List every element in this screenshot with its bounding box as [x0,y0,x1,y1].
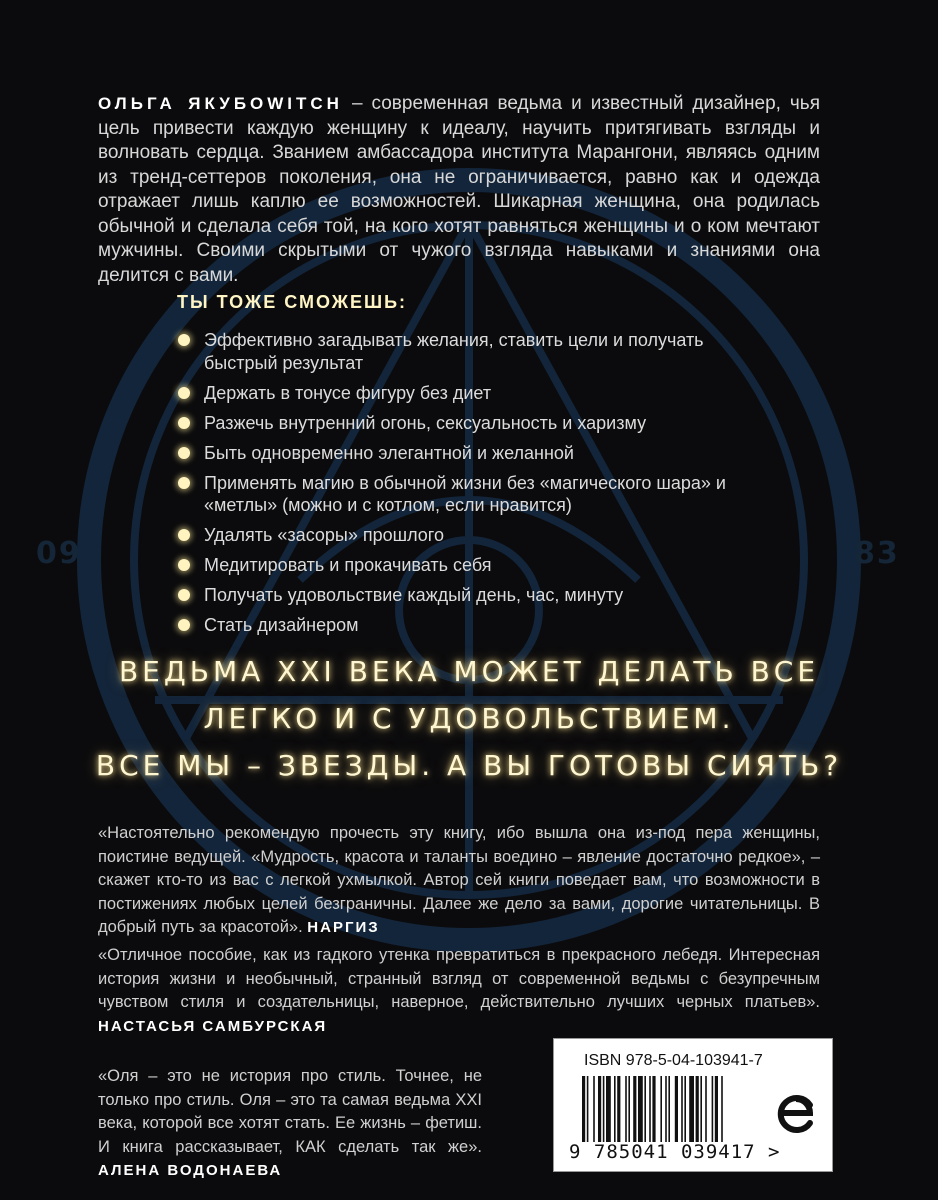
barcode-bar [700,1076,702,1142]
review-author: АЛЕНА ВОДОНАЕВА [98,1162,283,1179]
slogan-line-3: ВСЕ МЫ – ЗВЕЗДЫ. А ВЫ ГОТОВЫ СИЯТЬ? [95,749,843,782]
review-quote-2: «Отличное пособие, как из гадкого утенка превратиться в прекрасного лебедя. Интересная история жизни и необычный, странный взгляд от современной ведьмы с безупречным чувством стиля и создательницы, наверное, действительно лучших черных платьев». НАСТАСЬЯ САМБУРСКАЯ [98,946,820,1035]
list-item: Быть одновременно элегантной и желанной [177,442,777,465]
barcode-bar [715,1076,718,1142]
benefits-list [177,329,777,644]
barcode-bar [660,1076,662,1142]
emblem-left-number: 09 [36,536,82,571]
list-item: Эффективно загадывать желания, ставить цели и получать быстрый результат [177,329,777,374]
barcode-bar [675,1076,678,1142]
emblem-right-number: 83 [854,536,900,571]
bullet-dot-icon [178,559,190,571]
ean-number: 9 785041 039417 > [569,1141,781,1163]
list-item: Удалять «засоры» прошлого [177,524,777,547]
bullet-dot-icon [178,619,190,631]
barcode-bar [644,1076,646,1142]
barcode-bar [603,1076,605,1142]
barcode-bar [696,1076,699,1142]
author-bio-text: – современная ведьма и известный дизайнер, чья цель привести каждую женщину к идеалу, научить притягивать взгляды и волновать сердца. Званием амбассадора института Марангони, являясь одним из тренд-сеттеров поколения, она не ограничивается, равно как и одежда отражает лишь каплю ее возможностей. Шикарная женщина, она родилась обычной и сделала себя той, на кого хотят равняться женщины и о ком мечтают мужчины. Своими скрытыми от чужого взгляда навыками и знаниями она делится с вами. [98,93,820,286]
barcode-bar [649,1076,651,1142]
barcode-bar [689,1076,694,1142]
list-item: Стать дизайнером [177,614,777,637]
barcode-bar [628,1076,630,1142]
list-item: Применять магию в обычной жизни без «магического шара» и «метлы» (можно и с котлом, если нравится) [177,472,777,517]
bullet-dot-icon [178,387,190,399]
author-name: ОЛЬГА ЯКУБОWITCH [98,94,343,113]
barcode-bar [593,1076,595,1142]
barcode-bar [681,1076,683,1142]
list-item: Медитировать и прокачивать себя [177,554,777,577]
isbn-text: ISBN 978-5-04-103941-7 [584,1052,763,1069]
list-item: Разжечь внутренний огонь, сексуальность и харизму [177,412,777,435]
bullet-dot-icon [178,447,190,459]
author-bio [98,92,820,288]
barcode-bar [598,1076,601,1142]
barcode-bar [665,1076,667,1142]
benefits-heading: ТЫ ТОЖЕ СМОЖЕШЬ: [177,292,408,312]
barcode-bar [606,1076,611,1142]
review-author: НАСТАСЬЯ САМБУРСКАЯ [98,1017,328,1035]
slogan-line-1: ВЕДЬМА XXI ВЕКА МОЖЕТ ДЕЛАТЬ ВСЕ [118,655,820,688]
barcode-bar [614,1076,616,1142]
bullet-dot-icon [178,417,190,429]
barcode-icon [582,1076,768,1142]
bullet-dot-icon [178,589,190,601]
bullet-dot-icon [178,529,190,541]
barcode-panel [553,1038,833,1172]
list-item: Держать в тонусе фигуру без диет [177,382,777,405]
slogan-line-2: ЛЕГКО И С УДОВОЛЬСТВИЕМ. [203,702,735,735]
barcode-bar [638,1076,643,1142]
review-quote-1: «Настоятельно рекомендую прочесть эту книгу, ибо вышла она из-под пера женщины, поистине ведущей. «Мудрость, красота и таланты воедино – явление достаточно редкое», – скажет кто-то из вас с легкой ухмылкой. Автор сей книги поведает вам, что возможности в постижениях любых целей безграничны. Далее же дело за вами, дорогие читательницы. В добрый путь за красотой». НАРГИЗ [98,824,820,936]
barcode-bar [668,1076,670,1142]
barcode-bar [625,1076,627,1142]
barcode-bar [617,1076,620,1142]
barcode-bar [712,1076,714,1142]
list-item: Получать удовольствие каждый день, час, минуту [177,584,777,607]
review-author: НАРГИЗ [307,919,380,936]
barcode-bar [587,1076,589,1142]
barcode-bar [721,1076,723,1142]
barcode-bar [633,1076,636,1142]
review-quote-3: «Оля – это не история про стиль. Точнее, не только про стиль. Оля – это та самая ведьма XXI века, которой все хотят стать. Ее жизнь – фетиш. И книга рассказывает, КАК сделать так же». АЛЕНА ВОДОНАЕВА [98,1067,482,1179]
bullet-dot-icon [178,334,190,346]
bullet-dot-icon [178,477,190,489]
barcode-bar [705,1076,707,1142]
barcode-bar [652,1076,655,1142]
barcode-bar [684,1076,686,1142]
publisher-logo-icon [770,1085,822,1141]
barcode-bar [582,1076,585,1142]
